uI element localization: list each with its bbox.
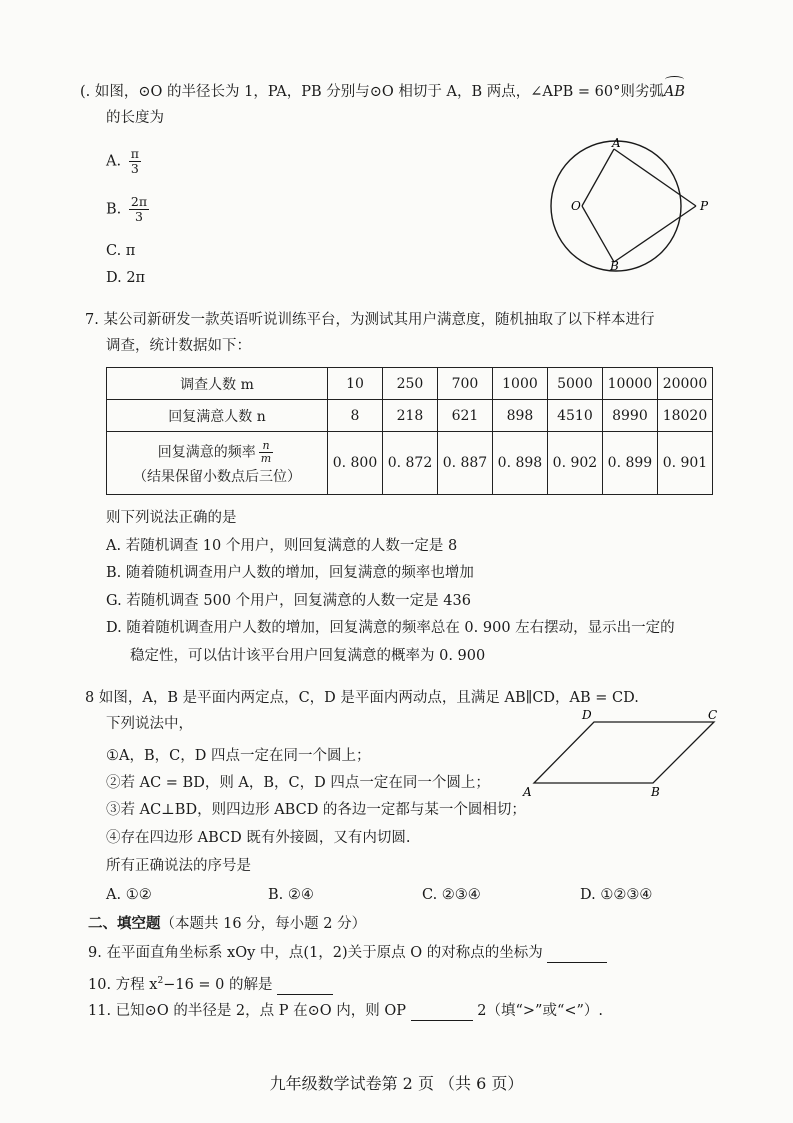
table-cell: 18020 [657, 400, 712, 432]
q10-answer-blank[interactable] [277, 974, 333, 995]
q7-option-c: G. 若随机调查 500 个用户，回复满意的人数一定是 436 [106, 593, 471, 609]
q6-option-a-fraction: $\frac{\pi}{3}$ [130, 146, 139, 176]
q7-option-d: D. 随着随机调查用户人数的增加，回复满意的频率总在 0. 900 左右摆动，显示出一定的 [106, 620, 675, 636]
section2-title: 二、填空题 [88, 916, 161, 932]
point-label-d: D [582, 708, 592, 722]
table-cell: 20000 [657, 368, 712, 400]
q6-stem-text: 如图，⊙O 的半径长为 1，PA，PB 分别与⊙O 相切于 A，B 两点，∠APB = 60°则劣弧 [94, 84, 664, 100]
point-label-a: A [523, 785, 532, 799]
table-cell: 0. 872 [382, 432, 437, 495]
parallelogram-abcd [534, 722, 714, 783]
table-row-header: 回复满意的频率 $\frac{n}{m}$ （结果保留小数点后三位） [107, 432, 328, 495]
q11-answer-blank[interactable] [411, 1000, 473, 1021]
q7-stem-line1: 7. 某公司新研发一款英语听说训练平台，为测试其用户满意度，随机抽取了以下样本进行 [85, 312, 655, 328]
table-cell: 10 [328, 368, 383, 400]
q7-option-b: B. 随着随机调查用户人数的增加，回复满意的频率也增加 [106, 565, 474, 581]
point-label-b: B [610, 259, 619, 273]
q6-option-d: D. 2π [106, 270, 146, 286]
table-cell: 0. 901 [657, 432, 712, 495]
table-cell: 8 [328, 400, 383, 432]
q8-parallelogram-figure [518, 705, 728, 800]
point-label-b: B [651, 785, 660, 799]
radius-ob [582, 206, 614, 262]
q7-option-d-line2: 稳定性，可以估计该平台用户回复满意的概率为 0. 900 [130, 648, 486, 664]
q6-stem-line1 [80, 82, 685, 102]
q9-line: 9. 在平面直角坐标系 xOy 中，点(1，2)关于原点 O 的对称点的坐标为 [88, 942, 607, 963]
table-cell: 700 [437, 368, 492, 400]
table-row-header: 调查人数 m [107, 368, 328, 400]
q8-prompt: 所有正确说法的序号是 [106, 858, 251, 874]
point-label-a: A [612, 136, 621, 150]
table-row [107, 368, 713, 400]
q8-stem-line2: 下列说法中， [106, 716, 193, 732]
table-row-header: 回复满意人数 n [107, 400, 328, 432]
q8-statement-1: ①A，B，C，D 四点一定在同一个圆上； [106, 748, 371, 764]
q8-statement-3: ③若 AC⊥BD，则四边形 ABCD 的各边一定都与某一个圆相切； [106, 802, 526, 818]
table-row [107, 432, 713, 495]
table-cell: 0. 902 [547, 432, 602, 495]
table-cell: 621 [437, 400, 492, 432]
point-label-c: C [708, 708, 718, 722]
tangent-pb [614, 206, 696, 262]
table-row [107, 400, 713, 432]
q6-stem-line2: 的长度为 [106, 110, 164, 126]
page-footer: 九年级数学试卷第 2 页 （共 6 页） [269, 1074, 524, 1093]
table-cell: 0. 899 [602, 432, 657, 495]
table-cell: 10000 [602, 368, 657, 400]
q6-option-a: A. $\frac{\pi}{3}$ [106, 146, 139, 176]
q7-option-a: A. 若随机调查 10 个用户，则回复满意的人数一定是 8 [106, 538, 458, 554]
q7-number: 7. [85, 312, 99, 328]
section2-note: （本题共 16 分，每小题 2 分） [160, 916, 367, 932]
table-cell: 8990 [602, 400, 657, 432]
q6-option-c: C. π [106, 243, 136, 259]
point-label-p: P [700, 199, 709, 213]
q6-option-b: B. $\frac{2\pi}{3}$ [106, 194, 148, 224]
q8-option-a: A. ①② [106, 887, 152, 903]
table-cell: 250 [382, 368, 437, 400]
q6-arc-label: AB [664, 82, 685, 102]
q8-statement-4: ④存在四边形 ABCD 既有外接圆，又有内切圆. [106, 830, 411, 846]
point-label-o: O [571, 199, 581, 213]
table-cell: 0. 898 [492, 432, 547, 495]
q8-option-c: C. ②③④ [422, 887, 481, 903]
q8-stem-line1: 8 如图，A，B 是平面内两定点，C，D 是平面内两动点，且满足 AB∥CD，AB = CD. [85, 690, 639, 706]
q10-line: 10. 方程 $x^2-16 = 0$ 的解是 [88, 971, 333, 995]
q11-line: 11. 已知⊙O 的半径是 2，点 P 在⊙O 内，则 OP 2（填“>”或“<”）. [88, 1000, 603, 1021]
section2-heading [88, 914, 366, 934]
radius-oa [582, 149, 614, 206]
table-cell: 0. 887 [437, 432, 492, 495]
q7-data-table [106, 367, 713, 495]
table-cell: 5000 [547, 368, 602, 400]
table-cell: 4510 [547, 400, 602, 432]
q9-answer-blank[interactable] [547, 942, 607, 963]
q8-statement-2: ②若 AC = BD，则 A，B，C，D 四点一定在同一个圆上； [106, 775, 490, 791]
table-cell: 218 [382, 400, 437, 432]
table-cell: 0. 800 [328, 432, 383, 495]
q6-circle-tangent-figure [515, 135, 715, 275]
q8-option-d: D. ①②③④ [580, 887, 653, 903]
table-cell: 1000 [492, 368, 547, 400]
q6-number: (. [80, 84, 91, 100]
q8-number: 8 [85, 690, 95, 706]
tangent-pa [614, 149, 696, 206]
q7-stem-line2: 调查，统计数据如下： [106, 338, 251, 354]
q6-option-b-fraction: $\frac{2\pi}{3}$ [130, 194, 148, 224]
table-cell: 898 [492, 400, 547, 432]
q8-option-b: B. ②④ [268, 887, 314, 903]
q7-prompt: 则下列说法正确的是 [106, 510, 237, 526]
